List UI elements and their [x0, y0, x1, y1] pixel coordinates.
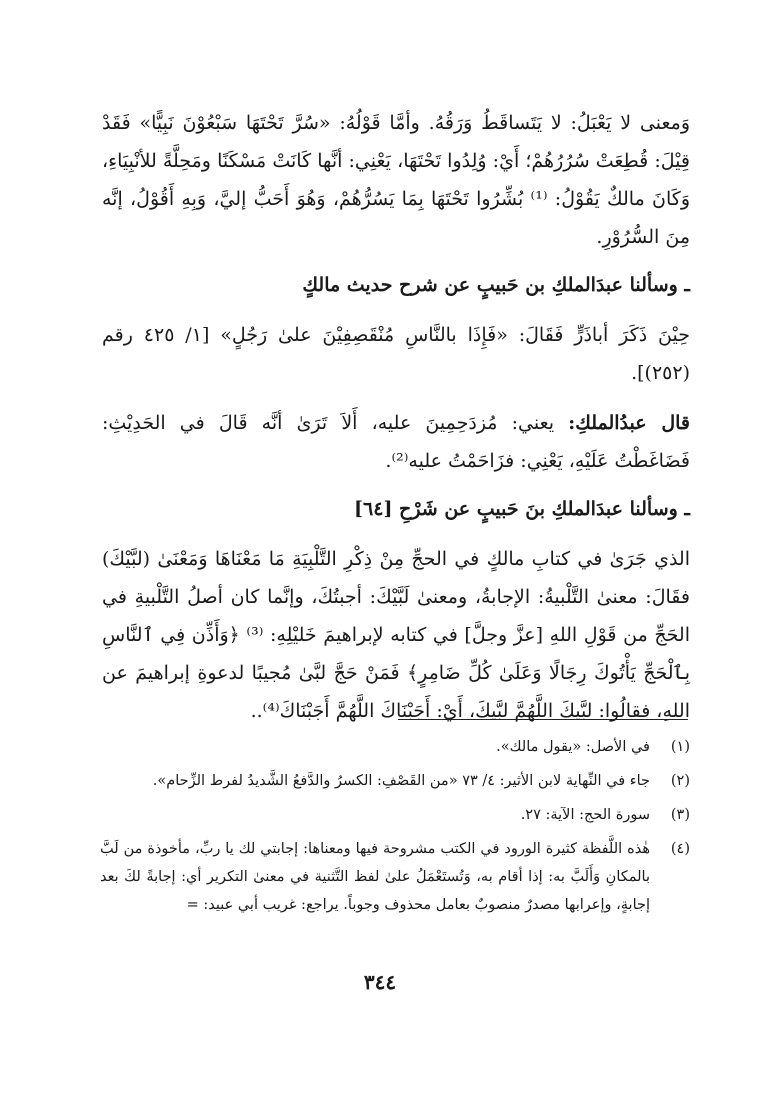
page-number: ٣٤٤: [363, 970, 397, 994]
footnote-divider: [398, 719, 688, 720]
footnote: [100, 801, 690, 829]
paragraph-sarr-explanation: وَمعنى لا يَعْبَلُ: لا يَتَساقَطُ وَرَقُهُ. وأمَّا قَوْلُهُ: «سُرَّ تَحْتَهَا سَبْعُوْنَ نَبِيًّا» فَقَدْ قِيْلَ: قُطِعَتْ سُرُرُهُمْ؛ أَيْ: وُلِدُوا تَحْتَهَا، يَعْنِي: أنَّها كَانَتْ مَسْكَنًا ومَحِلَّةً للأنْبِيَاءِ، وَكَانَ مالكٌ يَقُوْلُ: ⁽¹⁾ بُشِّرُوا تَحْتَهَا بِمَا يَسُرُّهُمْ، وَهُوَ أَحَبُّ إليَّ، وَبِهِ أَقُوْلُ، إنَّه مِنَ السُّرُوْرِ.: [102, 112, 690, 248]
speaker-label: قال عبدُالملكِ:: [568, 412, 690, 434]
footnote-text: سورة الحج: الآية: ٢٧.: [520, 807, 650, 823]
paragraph-abdulmalik-text: يعني: مُزدَحِمِينَ عليه، أَلاَ تَرَىٰ أنَّه قَالَ في الحَدِيْثِ: فَضَاغَطْتُ عَلَيْهِ، يَعْنِي: فزَاحَمْتُ عليه⁽²⁾.: [102, 412, 690, 472]
footnote-text: في الأصل: «يقول مالك».: [496, 739, 650, 755]
footnote: [100, 733, 690, 761]
footnote-text: جاء في النِّهاية لابن الأثير: ٤/ ٧٣ «من القَصْفِ: الكسرُ والدَّفعُ الشَّديدُ لفرط الزِّحام».: [152, 773, 650, 789]
footnotes-section: [100, 733, 690, 925]
main-text-block: [102, 104, 690, 730]
footnote-number: (٤): [670, 841, 690, 857]
paragraph-abu-dharr: حِيْنَ ذَكَرَ أباذَرٍّ فَقَالَ: «فَإِذَا بالنَّاسِ مُنْقَصِفِيْنَ علىٰ رَجُلٍ» [١/ ٤٢٥ رقم (٢٥٢)].: [102, 324, 690, 384]
footnote: [100, 767, 690, 795]
paragraph-talbiya: الذي جَرَىٰ في كتابِ مالكٍ في الحجِّ مِنْ ذِكْرِ التَّلْبِيَةِ مَا مَعْنَاهَا وَمَعْنَىٰ (لبَّيْكَ) فقَالَ: معنىٰ التَّلْبيةُ: الإجابةُ، ومعنىٰ لَبَّيْكَ: أجبتُكَ، وإنَّما كان أصلُ التَّلْبيةِ في الحَجِّ من قَوْلِ اللهِ [عزَّ وجلَّ] في كتابه لإبراهيمَ خَليْلِهِ: ⁽³⁾ ﴿وَأَذِّن فِي ٱلنَّاسِ بِٱلْحَجِّ يَأْتُوكَ رِجَالًا وَعَلَىٰ كُلِّ ضَامِرٍ﴾ فَمَنْ حَجَّ لبَّىٰ مُجيبًا لدعوةِ إبراهيمَ عن اللهِ، فقالُوا: لبَّيكَ اللَّهُمَّ لبَّيكَ، أَيْ: أَجَبْنَاكَ اللَّهُمَّ أَجَبْنَاكَ⁽⁴⁾..: [102, 548, 690, 722]
footnote: [100, 835, 690, 919]
footnote-number: (١): [670, 739, 690, 755]
footnote-number: (٢): [670, 773, 690, 789]
footnote-text: هٰذه اللَّفظة كثيرة الورود في الكتب مشروحة فيها ومعناها: إجابتي لك يا ربِّ، مأخوذة من لَبَّ بالمكانِ وَأَلَبَّ به: إذا أقام به، وَتُستَعْمَلُ علىٰ لفظ التَّثنية في معنىٰ التكرير أي: إجابةً لكَ بعد إجابةٍ، وإعرابها مصدرٌ منصوبٌ بعامل محذوف وجوباً. يراجع: غريب أبي عبيد: =: [100, 841, 650, 913]
paragraph-abdulmalik-explanation: [102, 404, 690, 480]
section-heading-malik-hadith: ـ وسألنا عبدَالملكِ بن حَبيبٍ عن شرح حديث مالكٍ: [302, 274, 690, 296]
footnote-number: (٣): [670, 807, 690, 823]
section-heading-talbiya: ـ وسألنا عبدَالملكِ بنَ حَبيبٍ عن شَرْحِ [٦٤]: [354, 498, 690, 520]
